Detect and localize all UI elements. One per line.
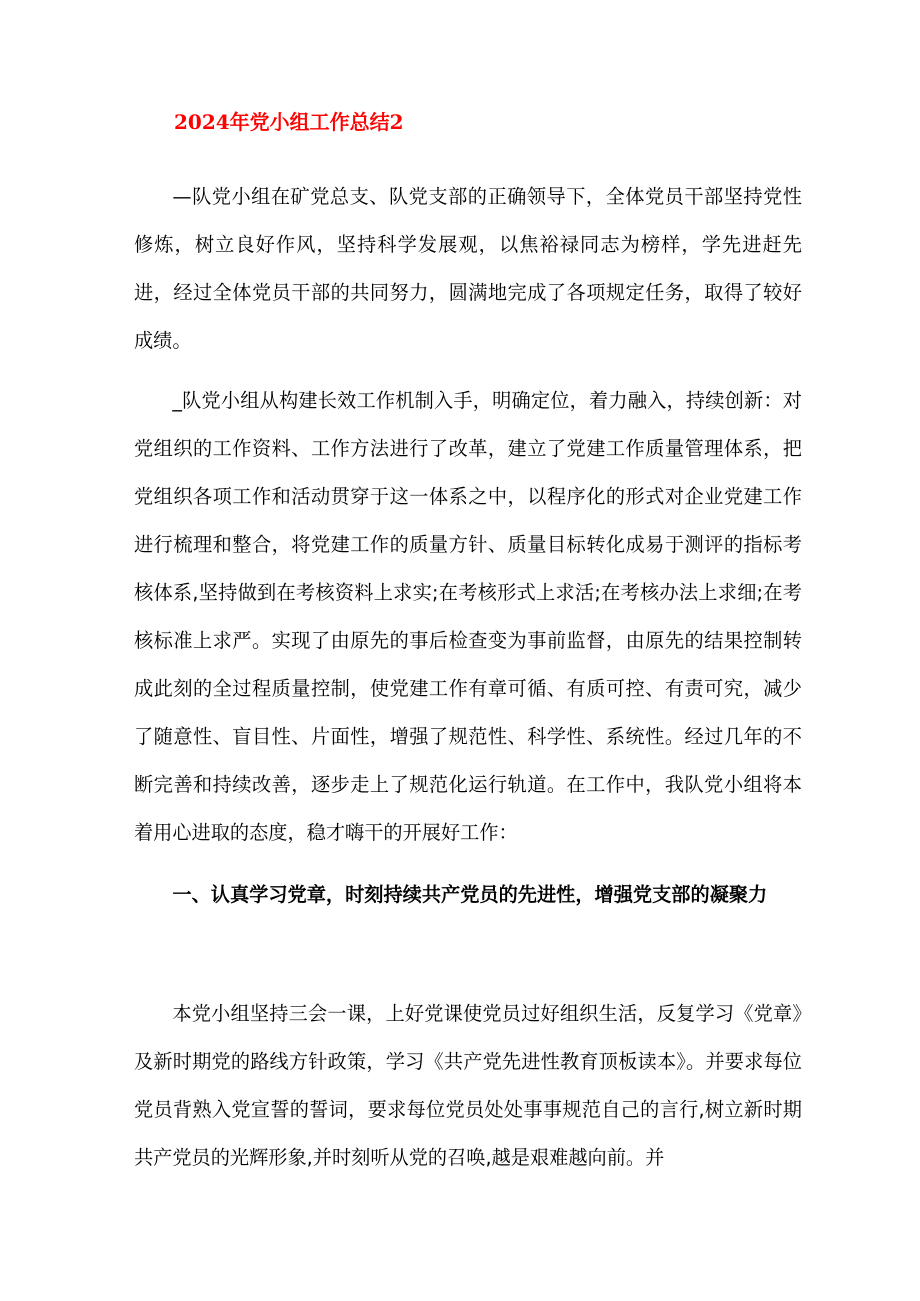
document-title: 2024年党小组工作总结2 xyxy=(174,110,404,134)
section-heading-1: 一、认真学习党章，时刻持续共产党员的先进性，增强党支部的凝聚力 xyxy=(172,883,768,906)
paragraph-study: 本党小组坚持三会一课，上好党课使党员过好组织生活，反复学习《党章》及新时期党的路线方针政策，学习《共产党先进性教育顶板读本》。并要求每位党员背熟入党宣誓的誓词，要求每位党员处处事事规范自己的言行,树立新时期共产党员的光辉形象,并时刻听从党的召唤,越是艰难越向前。并 xyxy=(134,1002,802,1169)
paragraph-intro: —队党小组在矿党总支、队党支部的正确领导下，全体党员干部坚持党性修炼，树立良好作风，坚持科学发展观，以焦裕禄同志为榜样，学先进赶先进，经过全体党员干部的共同努力，圆满地完成了各项规定任务，取得了较好成绩。 xyxy=(134,185,802,352)
paragraph-mechanism: _队党小组从构建长效工作机制入手，明确定位，着力融入，持续创新：对党组织的工作资料、工作方法进行了改革，建立了党建工作质量管理体系，把党组织各项工作和活动贯穿于这一体系之中，以程序化的形式对企业党建工作进行梳理和整合，将党建工作的质量方针、质量目标转化成易于测评的指标考核体系,坚持做到在考核资料上求实;在考核形式上求活;在考核办法上求细;在考核标准上求严。实现了由原先的事后检查变为事前监督，由原先的结果控制转成此刻的全过程质量控制，使党建工作有章可循、有质可控、有责可究，减少了随意性、盲目性、片面性，增强了规范性、科学性、系统性。经过几年的不断完善和持续改善，逐步走上了规范化运行轨道。在工作中，我队党小组将本着用心进取的态度，稳才嗨干的开展好工作： xyxy=(134,389,802,844)
